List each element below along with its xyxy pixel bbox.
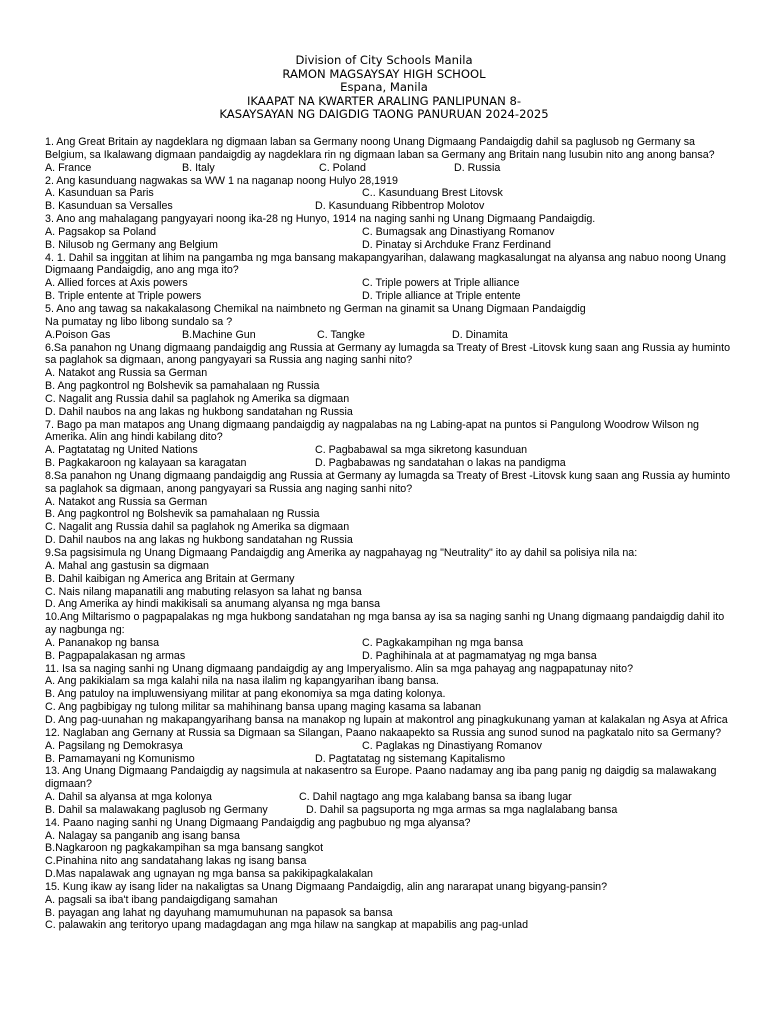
question-11-stem: 11. Isa sa naging sanhi ng Unang digmaang pandaigdig ay ang Imperyalismo. Alin sa mga pahayag ang nagpapatunay nito?	[45, 662, 634, 675]
question-10-choices-ac	[45, 637, 735, 650]
question-4-choices-bd	[45, 290, 735, 303]
choice-b: B. Ang patuloy na impluwensiyang militar at pang ekonomiya sa mga dating kolonya.	[45, 688, 446, 701]
choice-b: B. Pagpapalakasan ng armas	[45, 649, 186, 662]
question-4-stem: 4. 1. Dahil sa inggitan at lihim na pangamba ng mga bansang makapangyarihan, dalawang magkasalungat na alyansa ang nabuo noong Unang Digmaang Pandaigdig, ano ang mga ito?	[45, 251, 726, 277]
choice-c: C. Nais nilang mapanatili ang mabuting relasyon sa lahat ng bansa	[45, 585, 362, 598]
choice-a: A. Kasunduan sa Paris	[45, 187, 154, 200]
question-7-choices-ac	[45, 444, 735, 457]
question-2-stem: 2. Ang kasunduang nagwakas sa WW 1 na naganap noong Hulyo 28,1919	[45, 174, 398, 187]
exam-header	[0, 54, 768, 122]
question-15-stem: 15. Kung ikaw ay isang lider na nakaligtas sa Unang Digmaang Pandaigdig, alin ang nararapat unang bigyang-pansin?	[45, 880, 608, 893]
choice-b: B. Dahil kaibigan ng America ang Britain at Germany	[45, 572, 295, 585]
question-10-choices-bd	[45, 650, 735, 663]
question-13-choices-ac	[45, 791, 735, 804]
choice-d: D. Dahil naubos na ang lakas ng hukbong sandatahan ng Russia	[45, 534, 353, 547]
choice-d: D. Dahil sa pagsuporta ng mga armas sa mga naglalabang bansa	[306, 803, 618, 816]
choice-c: C. Dahil nagtago ang mga kalabang bansa sa ibang lugar	[299, 791, 572, 804]
choice-b: B. payagan ang lahat ng dayuhang mamumuhunan na papasok sa bansa	[45, 906, 393, 919]
choice-c: C. Bumagsak ang Dinastiyang Romanov	[362, 225, 555, 238]
choice-d: D. Pagbabawas ng sandatahan o lakas na pandigma	[315, 457, 566, 470]
choice-b: B. Ang pagkontrol ng Bolshevik sa pamahalaan ng Russia	[45, 380, 320, 393]
choice-b: B. Dahil sa malawakang paglusob ng Germany	[45, 803, 268, 816]
choice-a: A.Poison Gas	[45, 328, 111, 341]
question-6-stem: 6.Sa panahon ng Unang digmaang pandaigdig ang Russia at Germany ay lumagda sa Treaty of Brest -Litovsk kung saan ang Russia ay huminto sa paglahok sa digmaan, anong pangyayari sa Russia ang naging sanhi nito?	[45, 341, 731, 367]
choice-b: B. Italy	[182, 161, 215, 174]
question-13-choices-bd	[45, 804, 735, 817]
choice-b: B. Nilusob ng Germany ang Belgium	[45, 238, 218, 251]
question-4-choices-ac	[45, 277, 735, 290]
question-7-stem: 7. Bago pa man matapos ang Unang digmaang pandaigdig ay nagpalabas na ng Labing-apat na puntos si Pangulong Woodrow Wilson ng Amerika. Alin ang hindi kabilang dito?	[45, 418, 699, 444]
question-5-stem-cont: Na pumatay ng libo libong sundalo sa ?	[45, 315, 233, 328]
question-7-choices-bd	[45, 457, 735, 470]
question-12-stem: 12. Naglaban ang Gernany at Russia sa Digmaan sa Silangan, Paano nakaapekto sa Russia ang sunod sunod na pagkatalo nito sa Germany?	[45, 726, 722, 739]
question-list	[45, 136, 735, 932]
question-10-stem: 10.Ang Miltarismo o pagpapalakas ng mga hukbong sandatahan ng mga bansa ay isa sa naging sanhi ng Unang digmaang pandaigdig dahil ito ay nagbunga ng:	[45, 611, 725, 637]
choice-b: B. Pamamayani ng Komunismo	[45, 752, 195, 765]
choice-c: C. Nagalit ang Russia dahil sa paglahok ng Amerika sa digmaan	[45, 392, 350, 405]
choice-c: C.. Kasunduang Brest Litovsk	[362, 187, 503, 200]
choice-b: B. Kasunduan sa Versalles	[45, 200, 173, 213]
choice-d: D. Pinatay si Archduke Franz Ferdinand	[362, 238, 551, 251]
choice-a: A. Dahil sa alyansa at mga kolonya	[45, 791, 212, 804]
choice-d: D. Kasunduang Ribbentrop Molotov	[315, 200, 485, 213]
choice-c: C. palawakin ang teritoryo upang madagdagan ang mga hilaw na sangkap at mapabilis ang pag-unlad	[45, 919, 529, 932]
choice-c: C. Pagkakampihan ng mga bansa	[362, 636, 524, 649]
choice-a: A. Natakot ang Russia sa German	[45, 495, 208, 508]
question-2-choices-ac	[45, 187, 735, 200]
exam-title: IKAAPAT NA KWARTER ARALING PANLIPUNAN 8-	[246, 93, 522, 108]
question-5-stem: 5. Ano ang tawag sa nakakalasong Chemikal na naimbneto ng German na ginamit sa Unang Digmaan Pandaigdig	[45, 302, 586, 315]
question-1-choices	[45, 162, 735, 175]
question-13-stem: 13. Ang Unang Digmaang Pandaigdig ay nagsimula at nakasentro sa Europe. Paano nadamay ang iba pang panig ng daigdig sa malawakang digmaan?	[45, 765, 717, 791]
division-line: Division of City Schools Manila	[295, 53, 473, 67]
question-8-stem: 8.Sa panahon ng Unang digmaang pandaigdig ang Russia at Germany ay lumagda sa Treaty of Brest -Litovsk kung saan ang Russia ay huminto sa paglahok sa digmaan, anong pangyayari sa Russia ang naging sanhi nito?	[45, 469, 731, 495]
choice-c: C. Ang pagbibigay ng tulong militar sa mahihinang bansa upang maging kasama sa labanan	[45, 701, 482, 714]
question-3-choices-ac	[45, 226, 735, 239]
choice-c: C. Nagalit ang Russia dahil sa paglahok ng Amerika sa digmaan	[45, 521, 350, 534]
choice-c: C. Triple powers at Triple alliance	[362, 277, 520, 290]
question-1-stem: 1. Ang Great Britain ay nagdeklara ng digmaan laban sa Germany noong Unang Digmaang Pandaigdig dahil sa paglusob ng Germany sa Belgium, sa Ikalawang digmaan pandaigdig ay nagdeklara rin ng digmaan laban sa Germany ang Britain nang lusubin nito ang anong bansa?	[45, 136, 715, 161]
choice-a: A. Ang pakikialam sa mga kalahi nila na nasa ilalim ng kapangyarihan ibang bansa.	[45, 675, 439, 688]
question-3-choices-bd	[45, 239, 735, 252]
choice-a: A. Allied forces at Axis powers	[45, 277, 188, 290]
choice-d: D. Paghihinala at at pagmamatyag ng mga bansa	[362, 649, 597, 662]
choice-c: C. Poland	[319, 161, 366, 174]
choice-a: A. Mahal ang gastusin sa digmaan	[45, 559, 209, 572]
choice-d: D. Dinamita	[452, 328, 508, 341]
choice-b: B. Triple entente at Triple powers	[45, 290, 202, 303]
choice-c: C.Pinahina nito ang sandatahang lakas ng isang bansa	[45, 855, 307, 868]
choice-d: D. Russia	[454, 161, 501, 174]
choice-a: A. Pagtatatag ng United Nations	[45, 444, 198, 457]
school-address: Espana, Manila	[340, 80, 428, 95]
choice-c: C. Tangke	[317, 328, 365, 341]
choice-a: A. Nalagay sa panganib ang isang bansa	[45, 829, 240, 842]
choice-a: A. Pagsakop sa Poland	[45, 225, 157, 238]
choice-d: D. Ang Amerika ay hindi makikisali sa anumang alyansa ng mga bansa	[45, 598, 381, 611]
question-12-choices-ac	[45, 740, 735, 753]
choice-b: B. Pagkakaroon ng kalayaan sa karagatan	[45, 457, 247, 470]
exam-subtitle: KASAYSAYAN NG DAIGDIG TAONG PANURUAN 2024-2025	[219, 107, 549, 122]
question-3-stem: 3. Ano ang mahalagang pangyayari noong ika-28 ng Hunyo, 1914 na naging sanhi ng Unang Digmaang Pandaigdig.	[45, 213, 596, 226]
choice-c: C. Pagbabawal sa mga sikretong kasunduan	[315, 444, 528, 457]
choice-a: A. Pagsilang ng Demokrasya	[45, 739, 183, 752]
choice-b: B.Machine Gun	[182, 328, 256, 341]
choice-b: B.Nagkaroon ng pagkakampihan sa mga bansang sangkot	[45, 842, 324, 855]
choice-c: C. Paglakas ng Dinastiyang Romanov	[362, 739, 543, 752]
choice-d: D. Ang pag-uunahan ng makapangyarihang bansa na manakop ng lupain at makontrol ang pinagkukunang yaman at kalakalan ng Asya at Africa	[45, 713, 728, 726]
choice-a: A. Pananakop ng bansa	[45, 636, 160, 649]
question-14-stem: 14. Paano naging sanhi ng Unang Digmaang Pandaigdig ang pagbubuo ng mga alyansa?	[45, 816, 471, 829]
choice-d: D.Mas napalawak ang ugnayan ng mga bansa sa pakikipagkalakalan	[45, 868, 373, 881]
choice-a: A. pagsali sa iba't ibang pandaigdigang samahan	[45, 893, 278, 906]
choice-b: B. Ang pagkontrol ng Bolshevik sa pamahalaan ng Russia	[45, 508, 320, 521]
choice-d: D. Pagtatatag ng sistemang Kapitalismo	[315, 752, 506, 765]
choice-d: D. Dahil naubos na ang lakas ng hukbong sandatahan ng Russia	[45, 405, 353, 418]
question-2-choices-bd	[45, 200, 735, 213]
question-5-choices	[45, 329, 735, 342]
choice-a: A. Natakot ang Russia sa German	[45, 367, 208, 380]
choice-d: D. Triple alliance at Triple entente	[362, 290, 521, 303]
question-12-choices-bd	[45, 753, 735, 766]
school-name: RAMON MAGSAYSAY HIGH SCHOOL	[282, 66, 486, 81]
choice-a: A. France	[45, 161, 92, 174]
question-9-stem: 9.Sa pagsisimula ng Unang Digmaang Pandaigdig ang Amerika ay nagpahayag ng "Neutrality" ito ay dahil sa polisiya nila na:	[45, 547, 638, 559]
